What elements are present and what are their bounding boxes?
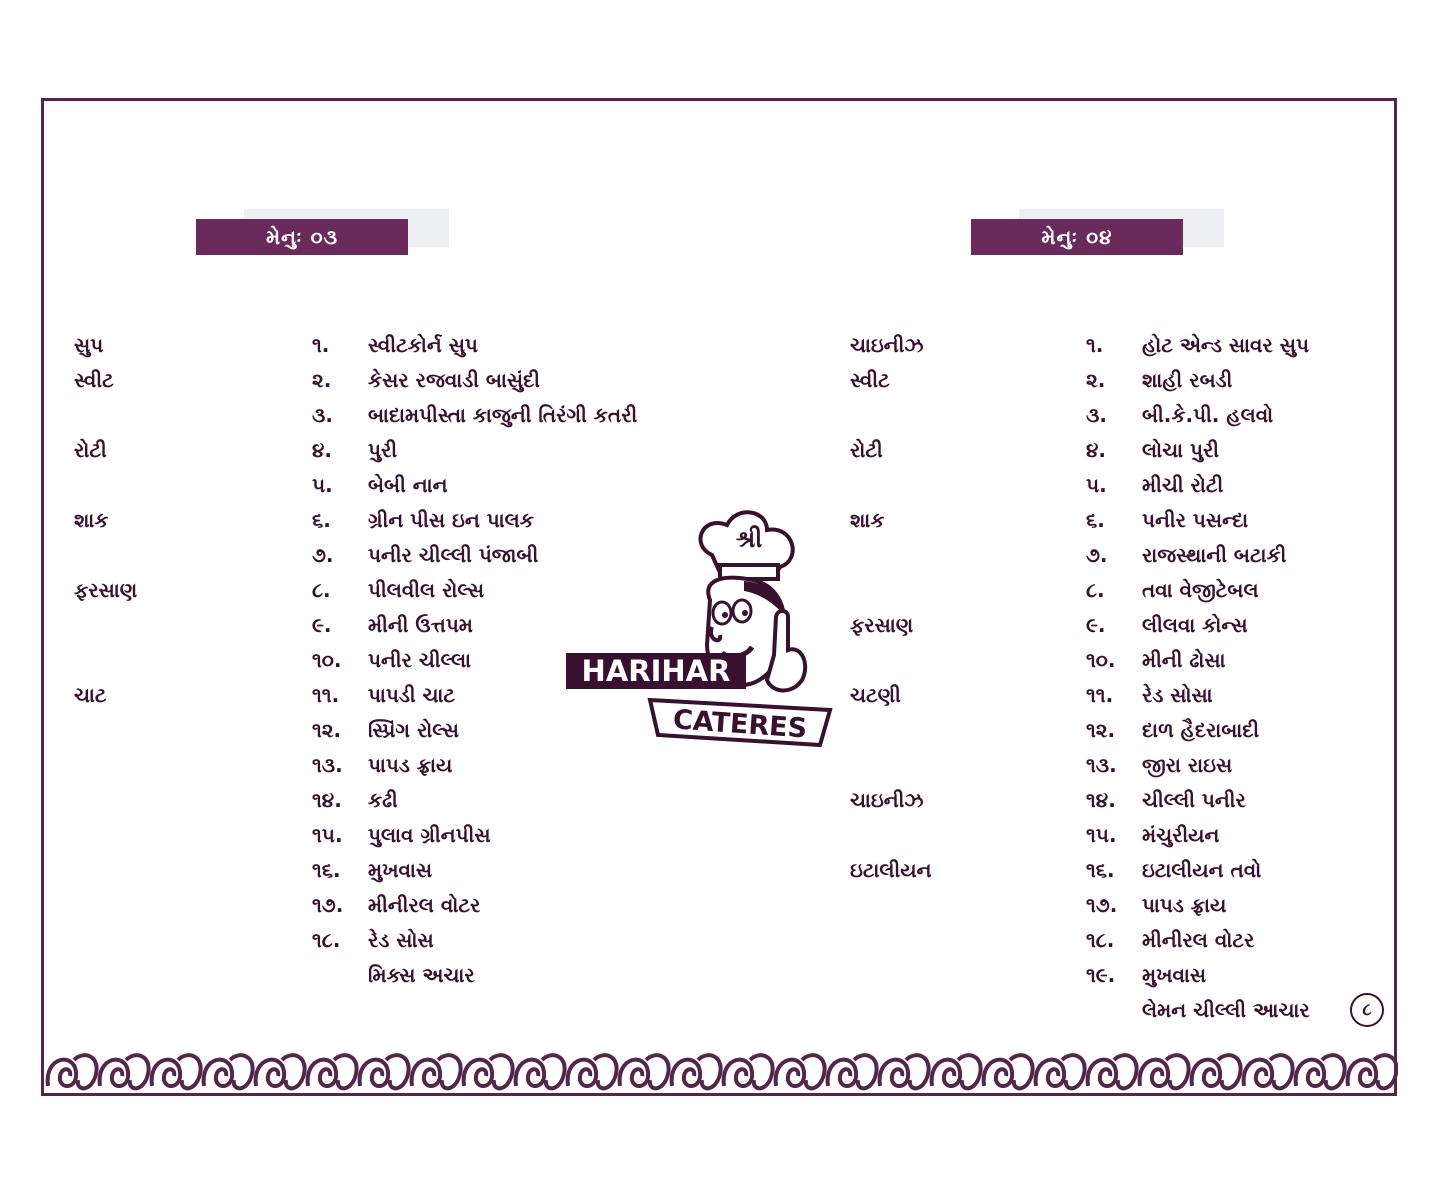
item-number: ૨. <box>312 368 332 392</box>
ornamental-border <box>38 1046 1398 1098</box>
item-number: ૨. <box>1086 368 1106 392</box>
item-number: ૩. <box>312 403 333 427</box>
item-name: પાપડ ફ્રાય <box>1142 893 1227 917</box>
item-name: લોચા પુરી <box>1142 438 1220 462</box>
item-name: જીરા રાઇસ <box>1142 753 1233 777</box>
item-name: લેમન ચીલ્લી આચાર <box>1142 998 1310 1022</box>
item-name: પુરી <box>368 438 398 462</box>
item-number: ૭. <box>1086 543 1108 567</box>
item-number: ૧૫. <box>312 823 343 847</box>
item-name: પીલવીલ રોલ્સ <box>368 578 485 602</box>
category-label: ચટણી <box>850 683 901 707</box>
category-label: સ્વીટ <box>74 368 114 392</box>
item-number: ૧૮. <box>312 928 341 952</box>
item-number: ૯. <box>312 613 332 637</box>
item-name: કઢી <box>368 788 398 812</box>
item-number: ૧૮. <box>1086 928 1115 952</box>
category-label: રોટી <box>850 438 883 462</box>
item-name: બાદામપીસ્તા કાજુની તિરંગી કતરી <box>368 403 638 427</box>
harihar-caterers-logo <box>562 505 837 750</box>
category-label: ફરસાણ <box>74 578 138 602</box>
page-number: ૮ <box>1350 993 1384 1027</box>
item-number: ૧૧. <box>312 683 340 707</box>
item-number: ૪. <box>312 438 332 462</box>
item-name: રેડ સોસ <box>368 928 434 952</box>
item-number: ૪. <box>1086 438 1106 462</box>
menu-title-left: મેનુઃ ૦૩ <box>196 219 408 255</box>
item-number: ૧૧. <box>1086 683 1114 707</box>
item-name: મુખવાસ <box>368 858 433 882</box>
item-number: ૧૪. <box>312 788 342 812</box>
category-label: રોટી <box>74 438 107 462</box>
item-name: રાજસ્થાની બટાકી <box>1142 543 1287 567</box>
item-name: સ્પ્રિંગ રોલ્સ <box>368 718 459 742</box>
category-label: ચાટ <box>74 683 107 707</box>
category-label: શાક <box>850 508 885 532</box>
item-number: ૧૪. <box>1086 788 1116 812</box>
item-name: મુખવાસ <box>1142 963 1207 987</box>
item-name: પુલાવ ગ્રીનપીસ <box>368 823 491 847</box>
item-number: ૩. <box>1086 403 1107 427</box>
category-label: સુપ <box>74 333 104 357</box>
item-number: ૧૦. <box>312 648 342 672</box>
item-name: ઇટાલીયન તવો <box>1142 858 1262 882</box>
item-name: મીનીરલ વોટર <box>368 893 481 917</box>
item-name: ગ્રીન પીસ ઇન પાલક <box>368 508 534 532</box>
item-number: ૧૩. <box>1086 753 1117 777</box>
item-number: ૫. <box>312 473 333 497</box>
item-number: ૯. <box>1086 613 1106 637</box>
item-number: ૧૩. <box>312 753 343 777</box>
item-name: રેડ સોસા <box>1142 683 1213 707</box>
item-number: ૮. <box>312 578 331 602</box>
item-number: ૮. <box>1086 578 1105 602</box>
category-label: ચાઇનીઝ <box>850 788 924 812</box>
logo-shree-text: શ્રી <box>735 525 763 553</box>
item-number: ૧૬. <box>1086 858 1115 882</box>
item-name: પનીર ચીલ્લા <box>368 648 472 672</box>
item-name: તવા વેજીટેબલ <box>1142 578 1259 602</box>
menu-title-right: મેનુઃ ૦૪ <box>971 219 1183 255</box>
item-number: ૧૭. <box>1086 893 1118 917</box>
item-name: મંચુરીયન <box>1142 823 1220 847</box>
item-name: બી.કે.પી. હલવો <box>1142 403 1274 427</box>
category-label: શાક <box>74 508 109 532</box>
item-name: મીની ઉત્તપમ <box>368 613 473 637</box>
item-name: સ્વીટકોર્ન સુપ <box>368 333 478 357</box>
item-name: દાળ હૈદરાબાદી <box>1142 718 1260 742</box>
item-name: કેસર રજવાડી બાસુંદી <box>368 368 540 392</box>
item-number: ૧. <box>1086 333 1104 357</box>
item-number: ૧૦. <box>1086 648 1116 672</box>
item-number: ૧૨. <box>1086 718 1116 742</box>
item-number: ૧૫. <box>1086 823 1117 847</box>
item-number: ૬. <box>1086 508 1105 532</box>
item-number: ૧. <box>312 333 330 357</box>
logo-sub-text: CATERES <box>672 704 809 745</box>
category-label: ચાઇનીઝ <box>850 333 924 357</box>
item-number: ૫. <box>1086 473 1107 497</box>
logo-brand-text: HARIHAR <box>581 654 731 688</box>
item-number: ૬. <box>312 508 331 532</box>
item-name: મિક્સ અચાર <box>368 963 475 987</box>
item-number: ૧૭. <box>312 893 344 917</box>
item-number: ૭. <box>312 543 334 567</box>
item-name: લીલવા કોન્સ <box>1142 613 1248 637</box>
item-name: શાહી રબડી <box>1142 368 1233 392</box>
item-name: મીનીરલ વોટર <box>1142 928 1255 952</box>
item-name: ચીલ્લી પનીર <box>1142 788 1246 812</box>
item-name: પાપડ ફ્રાય <box>368 753 453 777</box>
category-label: સ્વીટ <box>850 368 890 392</box>
item-name: પનીર ચીલ્લી પંજાબી <box>368 543 539 567</box>
item-number: ૧૬. <box>312 858 341 882</box>
item-name: પાપડી ચાટ <box>368 683 456 707</box>
category-label: ફરસાણ <box>850 613 914 637</box>
category-label: ઇટાલીયન <box>850 858 932 882</box>
item-name: હોટ એન્ડ સાવર સુપ <box>1142 333 1309 357</box>
item-name: પનીર પસન્દા <box>1142 508 1249 532</box>
item-number: ૧૯. <box>1086 963 1116 987</box>
item-name: મીની ઢોસા <box>1142 648 1226 672</box>
item-name: મીચી રોટી <box>1142 473 1224 497</box>
item-number: ૧૨. <box>312 718 342 742</box>
item-name: બેબી નાન <box>368 473 448 497</box>
